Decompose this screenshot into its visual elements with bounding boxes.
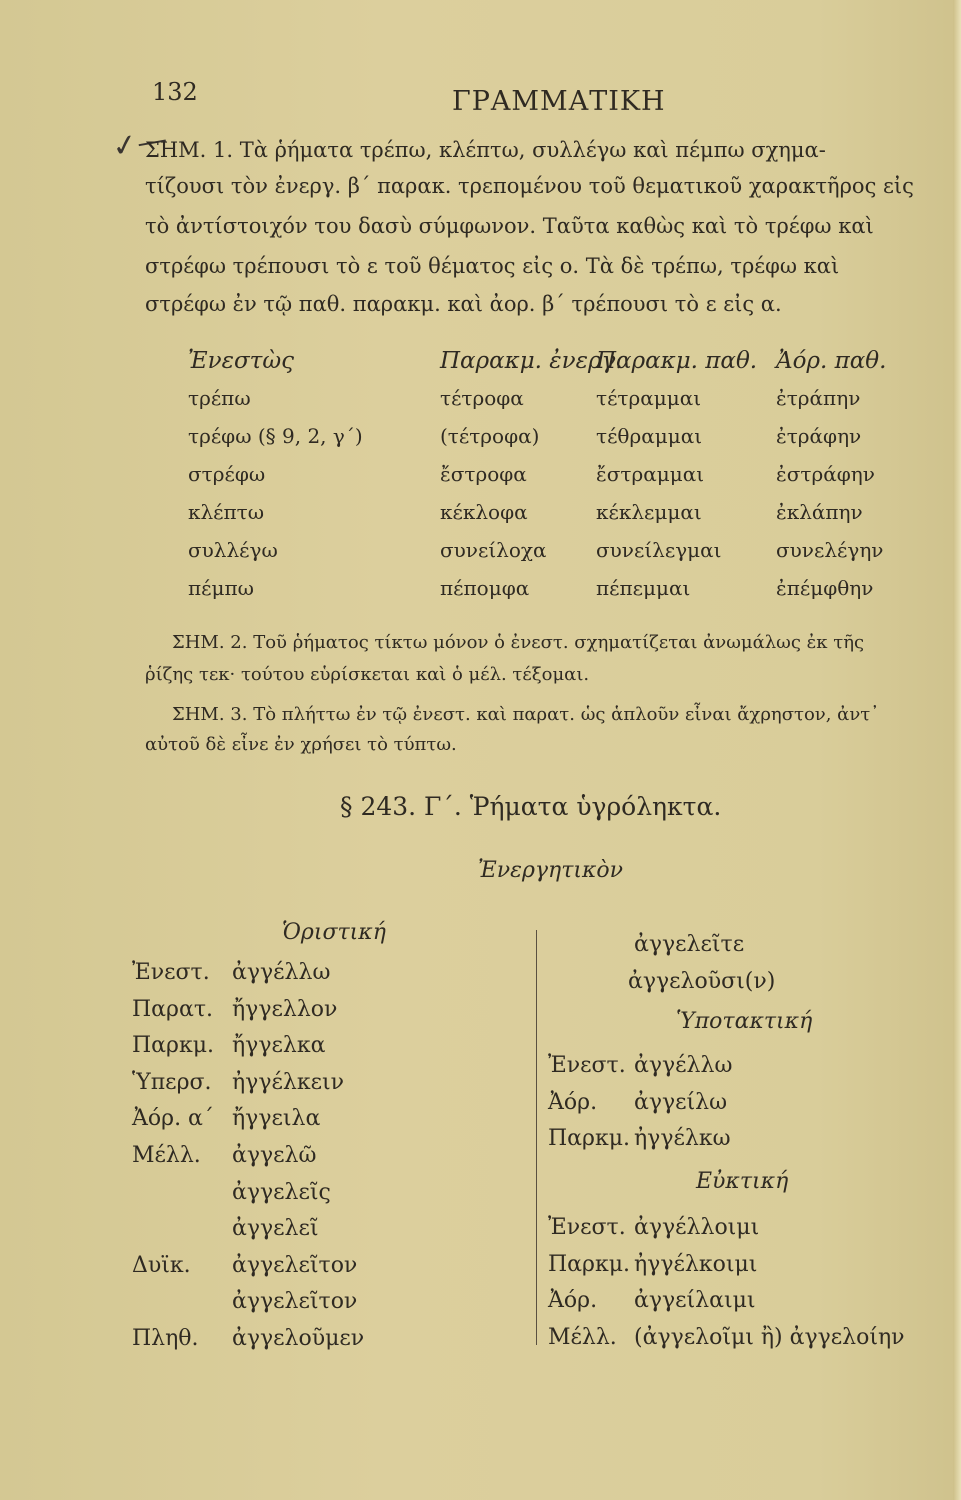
table-cell: ἔστραμμαι: [596, 462, 705, 486]
table-cell: συνελέγην: [776, 538, 884, 562]
paradigm-row: [548, 1288, 948, 1325]
page-edge: [953, 0, 961, 1500]
table-cell: ἔστροφα: [440, 462, 527, 486]
verb-form: ἀγγέλλω: [634, 1053, 733, 1079]
verb-principal-parts-table: [188, 348, 928, 614]
mood-heading: Ὁριστική: [282, 920, 386, 945]
header-cell: Ἐνεστὼς: [188, 348, 295, 374]
verb-form: ἀγγελοῦμεν: [232, 1325, 365, 1351]
header-cell: Ἀόρ. παθ.: [776, 348, 887, 374]
paradigm-row: [132, 1253, 532, 1290]
paradigm-row: [548, 1325, 948, 1362]
note-1-line: τίζουσι τὸν ἐνεργ. β΄ παρακ. τρεπομένου τοῦ θεματικοῦ χαρακτῆρος εἰς: [145, 174, 914, 198]
table-cell: τέτροφα: [440, 386, 524, 410]
verb-form: ἠγγέλκειν: [232, 1069, 344, 1095]
table-cell: ἐτράπην: [776, 386, 861, 410]
verb-form: (ἀγγελοῖμι ἢ) ἀγγελοίην: [634, 1324, 905, 1350]
note-3-line: αὐτοῦ δὲ εἶνε ἐν χρήσει τὸ τύπτω.: [145, 734, 457, 755]
section-title: § 243. Γ΄. Ῥήματα ὑγρόληκτα.: [340, 792, 722, 821]
tense-label: Παρκμ.: [132, 1033, 215, 1059]
verb-form: ἀγγέλλοιμι: [634, 1214, 760, 1240]
paradigm-row: [548, 969, 948, 1006]
table-row: [188, 462, 928, 500]
paradigm-row: [548, 1090, 948, 1127]
verb-form: ἤγγελκα: [232, 1033, 326, 1059]
paradigm-row: [132, 1106, 532, 1143]
voice-heading: Ἐνεργητικὸν: [478, 858, 624, 883]
tense-label: Ἐνεστ.: [548, 1214, 626, 1240]
paradigm-row: [132, 960, 532, 997]
verb-form: ἤγγελλον: [232, 996, 338, 1022]
table-cell: συνείλεγμαι: [596, 538, 722, 562]
tense-label: Παρατ.: [132, 996, 213, 1022]
column-divider: [536, 930, 537, 1345]
tense-label: Μέλλ.: [132, 1142, 201, 1168]
tense-label: Δυϊκ.: [132, 1252, 191, 1278]
tense-label: Ἀόρ.: [548, 1288, 598, 1314]
table-cell: ἐστράφην: [776, 462, 875, 486]
tense-label: Ἀόρ. α΄: [132, 1106, 214, 1132]
table-cell: τρέφω (§ 9, 2, γ΄): [188, 424, 363, 448]
table-cell: πέμπω: [188, 576, 254, 600]
table-cell: συνείλοχα: [440, 538, 547, 562]
mood-heading: Ὑποτακτική: [676, 1009, 813, 1035]
note-2-line: ῥίζης τεκ· τούτου εὑρίσκεται καὶ ὁ μέλ. τέξομαι.: [145, 664, 590, 685]
verb-form: ἀγγελεῖτον: [232, 1289, 358, 1315]
tense-label: Ὑπερσ.: [132, 1069, 212, 1095]
paradigm-row: [132, 1033, 532, 1070]
paradigm-row: [548, 932, 948, 969]
paradigm-row: [132, 1070, 532, 1107]
table-cell: κέκλεμμαι: [596, 500, 702, 524]
table-cell: ἐπέμφθην: [776, 576, 874, 600]
verb-form: ἠγγέλκω: [634, 1126, 731, 1152]
header-cell: Παρακμ. παθ.: [596, 348, 758, 374]
table-cell: ἐκλάπην: [776, 500, 863, 524]
paradigm-row: [132, 1143, 532, 1180]
verb-form: ἀγγελῶ: [232, 1142, 317, 1168]
running-head: ΓΡΑΜΜΑΤΙΚΗ: [452, 86, 666, 117]
verb-form: ἀγγέλλω: [232, 960, 331, 985]
table-cell: συλλέγω: [188, 538, 278, 562]
table-cell: (τέτροφα): [440, 424, 540, 448]
paradigm-row: [132, 1289, 532, 1326]
tense-label: Ἀόρ.: [548, 1089, 598, 1115]
table-row: [188, 576, 928, 614]
table-cell: τέθραμμαι: [596, 424, 703, 448]
verb-form: ἀγγείλω: [634, 1089, 728, 1115]
right-paradigm-column: [548, 932, 948, 1361]
verb-form: ἀγγελεῖς: [232, 1179, 331, 1205]
note-1-line: ΣΗΜ. 1. Τὰ ῥήματα τρέπω, κλέπτω, συλλέγω καὶ πέμπω σχημα-: [145, 138, 826, 162]
table-row: [188, 424, 928, 462]
tense-label: Μέλλ.: [548, 1324, 617, 1350]
table-cell: στρέφω: [188, 462, 266, 486]
paradigm-row: [132, 1216, 532, 1253]
paradigm-row: [548, 1215, 948, 1252]
tense-label: Πληθ.: [132, 1325, 199, 1351]
table-cell: κλέπτω: [188, 500, 265, 524]
verb-form: ἀγγείλαιμι: [634, 1288, 756, 1314]
tense-label: Ἐνεστ.: [132, 960, 210, 985]
verb-form: ἤγγειλα: [232, 1106, 321, 1132]
note-2-line: ΣΗΜ. 2. Τοῦ ῥήματος τίκτω μόνον ὁ ἐνεστ. σχηματίζεται ἀνωμάλως ἐκ τῆς: [172, 632, 865, 653]
verb-form: ἀγγελεῖ: [232, 1216, 319, 1242]
table-header: [188, 348, 928, 386]
verb-form: ἠγγέλκοιμι: [634, 1251, 758, 1277]
tense-label: Ἐνεστ.: [548, 1053, 626, 1079]
paradigm-row: [132, 1180, 532, 1217]
paradigm-row: [548, 1126, 948, 1163]
note-1-line: τὸ ἀντίστοιχόν του δασὺ σύμφωνον. Ταῦτα καθὼς καὶ τὸ τρέφω καὶ: [145, 214, 874, 238]
verb-form: ἀγγελοῦσι(ν): [628, 968, 776, 994]
table-cell: τέτραμμαι: [596, 386, 702, 410]
check-mark-icon: ✓—: [109, 121, 170, 166]
table-cell: τρέπω: [188, 386, 251, 410]
note-1-line: στρέφω τρέπουσι τὸ ε τοῦ θέματος εἰς ο. Τὰ δὲ τρέπω, τρέφω καὶ: [145, 254, 840, 278]
tense-label: Παρκμ.: [548, 1251, 631, 1277]
indicative-column: [132, 920, 532, 1363]
header-cell: Παρακμ. ἐνεργ.: [440, 348, 623, 374]
paradigm-row: [132, 1326, 532, 1363]
table-cell: κέκλοφα: [440, 500, 528, 524]
paradigm-row: [548, 1252, 948, 1289]
table-cell: ἐτράφην: [776, 424, 862, 448]
note-1-line: στρέφω ἐν τῷ παθ. παρακμ. καὶ ἀορ. β΄ τρέπουσι τὸ ε εἰς α.: [145, 292, 782, 316]
paradigm-row: [548, 1053, 948, 1090]
note-3-line: ΣΗΜ. 3. Τὸ πλήττω ἐν τῷ ἐνεστ. καὶ παρατ. ὡς ἁπλοῦν εἶναι ἄχρηστον, ἀντ᾿: [172, 704, 880, 725]
page-number: 132: [152, 78, 198, 106]
mood-heading: Εὐκτική: [696, 1168, 789, 1194]
verb-form: ἀγγελεῖτε: [634, 932, 745, 957]
paradigm-row: [132, 997, 532, 1034]
tense-label: Παρκμ.: [548, 1126, 631, 1152]
verb-form: ἀγγελεῖτον: [232, 1252, 358, 1278]
table-cell: πέπομφα: [440, 576, 530, 600]
table-row: [188, 538, 928, 576]
table-row: [188, 386, 928, 424]
table-row: [188, 500, 928, 538]
table-cell: πέπεμμαι: [596, 576, 691, 600]
